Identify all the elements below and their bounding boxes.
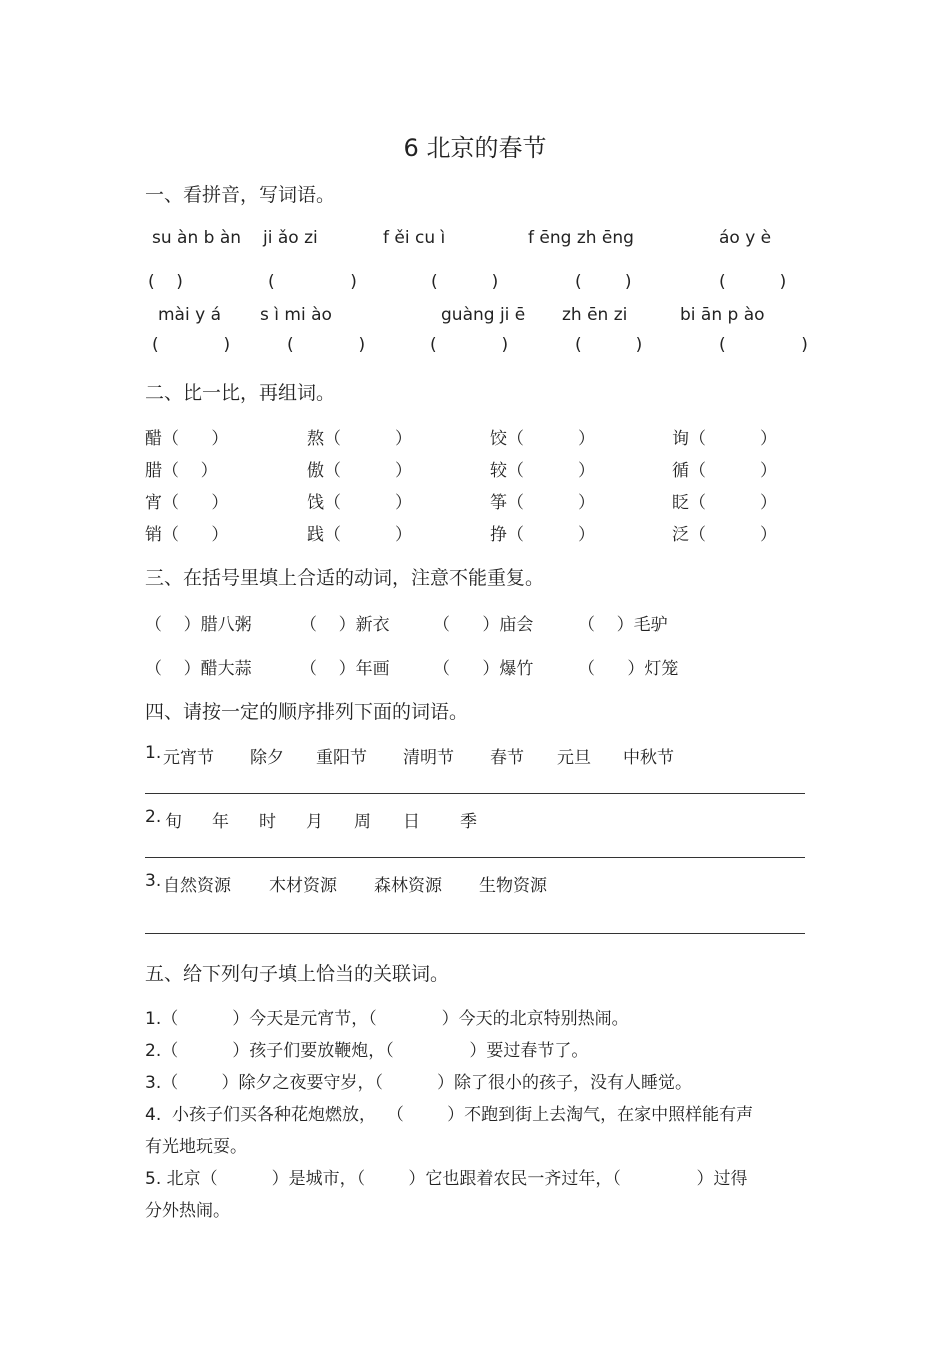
sentence-line[interactable]: 3.（ ）除夕之夜要守岁，（ ）除了很小的孩子，没有人睡觉。 [145, 1073, 692, 1093]
verb-blank[interactable]: （ ）爆竹 [433, 659, 534, 679]
word-compare-cell[interactable]: 循（ ） [672, 461, 778, 481]
answer-blank[interactable]: ( ) [431, 272, 499, 292]
pinyin: ji ǎo zi [263, 228, 318, 248]
item-number: 3. [145, 871, 162, 891]
word-compare-cell[interactable]: 挣（ ） [490, 525, 596, 545]
section-2-heading: 二、比一比，再组词。 [145, 382, 336, 404]
verb-blank[interactable]: （ ）腊八粥 [145, 615, 252, 635]
answer-line[interactable] [145, 793, 805, 794]
word-compare-cell[interactable]: 较（ ） [490, 461, 596, 481]
item-number: 2. [145, 807, 162, 827]
answer-blank[interactable]: ( ) [268, 272, 357, 292]
answer-blank[interactable]: ( ) [148, 272, 183, 292]
word-compare-cell[interactable]: 饺（ ） [490, 429, 596, 449]
answer-blank[interactable]: ( ) [430, 335, 509, 355]
word: 周 [354, 812, 371, 832]
word-compare-cell[interactable]: 泛（ ） [672, 525, 778, 545]
sentence-line: 有光地玩耍。 [145, 1137, 247, 1157]
page-title: 6 北京的春节 [403, 134, 547, 162]
word: 木材资源 [269, 876, 337, 896]
answer-line[interactable] [145, 857, 805, 858]
word-compare-cell[interactable]: 询（ ） [672, 429, 778, 449]
pinyin: áo y è [719, 228, 772, 248]
pinyin: bi ān p ào [680, 305, 765, 325]
answer-blank[interactable]: ( ) [719, 335, 808, 355]
word-compare-cell[interactable]: 傲（ ） [307, 461, 413, 481]
word-compare-cell[interactable]: 醋（ ） [145, 429, 229, 449]
item-number: 1. [145, 743, 162, 763]
section-3-heading: 三、在括号里填上合适的动词，注意不能重复。 [145, 567, 545, 589]
word: 年 [212, 812, 229, 832]
sentence-line[interactable]: 2.（ ）孩子们要放鞭炮，（ ）要过春节了。 [145, 1041, 589, 1061]
answer-blank[interactable]: ( ) [152, 335, 231, 355]
answer-blank[interactable]: ( ) [719, 272, 787, 292]
word-compare-cell[interactable]: 践（ ） [307, 525, 413, 545]
answer-blank[interactable]: ( ) [575, 272, 632, 292]
verb-blank[interactable]: （ ）新衣 [300, 615, 390, 635]
verb-blank[interactable]: （ ）毛驴 [578, 615, 668, 635]
answer-blank[interactable]: ( ) [287, 335, 366, 355]
word: 清明节 [403, 748, 454, 768]
sentence-line[interactable]: 1.（ ）今天是元宵节，（ ）今天的北京特别热闹。 [145, 1009, 629, 1029]
pinyin: f ěi cu ì [383, 228, 446, 248]
verb-blank[interactable]: （ ）年画 [300, 659, 390, 679]
pinyin: su àn b àn [152, 228, 242, 248]
word: 元旦 [557, 748, 591, 768]
word: 时 [259, 812, 276, 832]
answer-blank[interactable]: ( ) [575, 335, 643, 355]
word: 日 [403, 812, 420, 832]
word: 季 [460, 812, 477, 832]
word: 生物资源 [479, 876, 547, 896]
section-1-heading: 一、看拼音，写词语。 [145, 184, 336, 206]
word: 重阳节 [316, 748, 367, 768]
word: 森林资源 [374, 876, 442, 896]
word: 除夕 [250, 748, 284, 768]
pinyin: s ì mi ào [260, 305, 332, 325]
section-4-heading: 四、请按一定的顺序排列下面的词语。 [145, 701, 469, 723]
verb-blank[interactable]: （ ）醋大蒜 [145, 659, 252, 679]
word: 春节 [490, 748, 524, 768]
pinyin: zh ēn zi [562, 305, 628, 325]
sentence-line: 分外热闹。 [145, 1201, 230, 1221]
word-compare-cell[interactable]: 宵（ ） [145, 493, 229, 513]
answer-line[interactable] [145, 933, 805, 934]
word-compare-cell[interactable]: 眨（ ） [672, 493, 778, 513]
word-compare-cell[interactable]: 腊（ ） [145, 461, 218, 481]
word: 元宵节 [163, 748, 214, 768]
pinyin: mài y á [158, 305, 221, 325]
word-compare-cell[interactable]: 销（ ） [145, 525, 229, 545]
word-compare-cell[interactable]: 筝（ ） [490, 493, 596, 513]
verb-blank[interactable]: （ ）庙会 [433, 615, 534, 635]
word: 旬 [165, 812, 182, 832]
word: 自然资源 [163, 876, 231, 896]
sentence-line[interactable]: 5. 北京（ ）是城市，（ ）它也跟着农民一齐过年，（ ）过得 [145, 1169, 748, 1189]
pinyin: guàng ji ē [441, 305, 526, 325]
pinyin: f ēng zh ēng [528, 228, 634, 248]
word: 月 [306, 812, 323, 832]
word-compare-cell[interactable]: 熬（ ） [307, 429, 413, 449]
word: 中秋节 [623, 748, 674, 768]
word-compare-cell[interactable]: 饯（ ） [307, 493, 413, 513]
sentence-line[interactable]: 4. 小孩子们买各种花炮燃放， （ ）不跑到街上去淘气，在家中照样能有声 [145, 1105, 754, 1125]
section-5-heading: 五、给下列句子填上恰当的关联词。 [145, 963, 450, 985]
verb-blank[interactable]: （ ）灯笼 [578, 659, 679, 679]
